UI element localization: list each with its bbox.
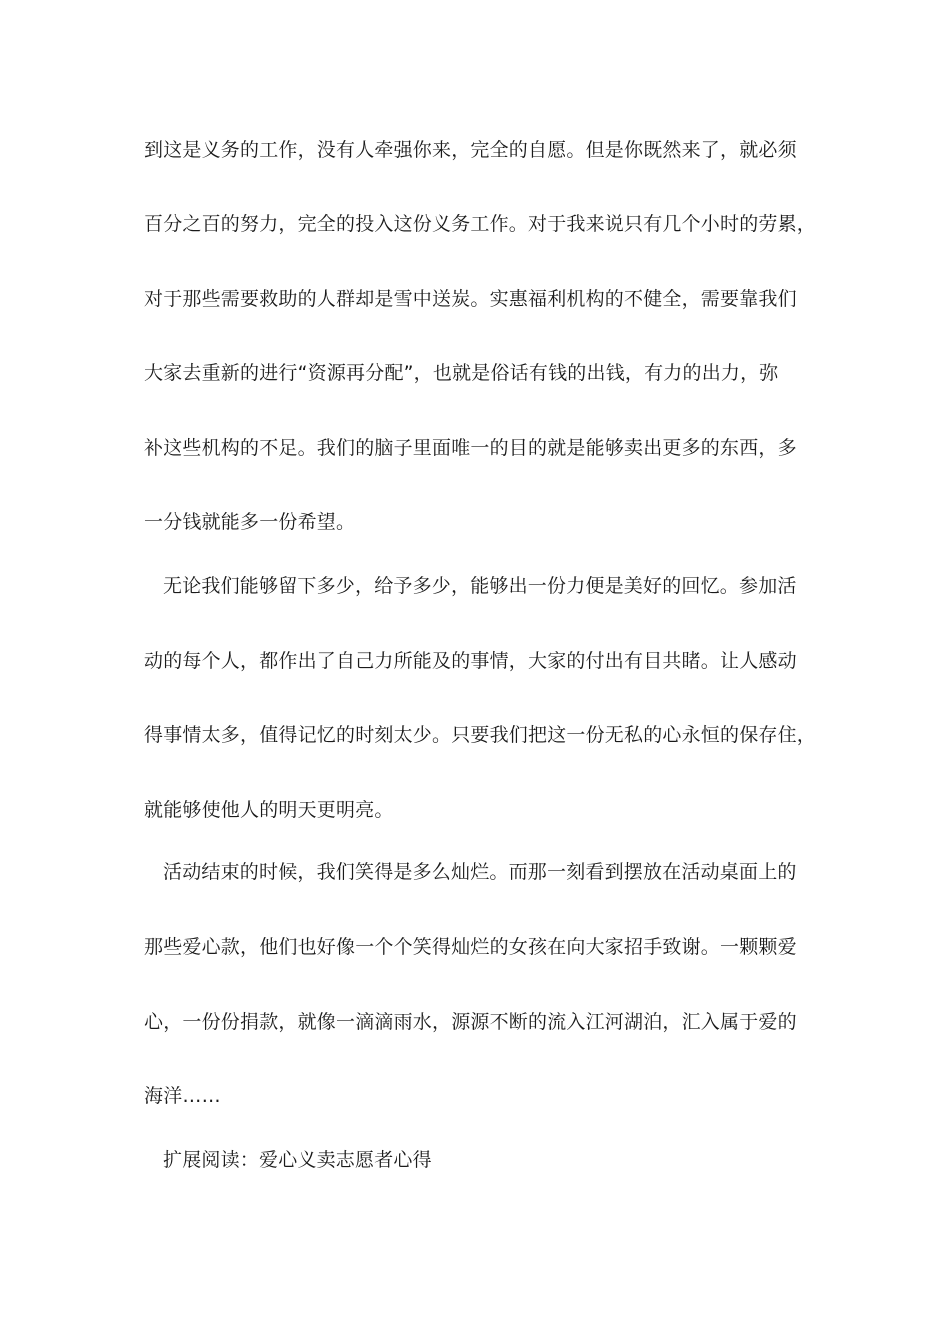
paragraph-line: 那些爱心款，他们也好像一个个笑得灿烂的女孩在向大家招手致谢。一颗颗爱 (144, 936, 797, 958)
extended-reading-heading: 扩展阅读：爱心义卖志愿者心得 (163, 1149, 432, 1171)
paragraph-line: 心，一份份捐款，就像一滴滴雨水，源源不断的流入江河湖泊，汇入属于爱的 (144, 1011, 797, 1033)
paragraph-line: 百分之百的努力，完全的投入这份义务工作。对于我来说只有几个小时的劳累， (144, 213, 817, 235)
paragraph-line: 活动结束的时候，我们笑得是多么灿烂。而那一刻看到摆放在活动桌面上的 (163, 861, 797, 883)
paragraph-line: 得事情太多，值得记忆的时刻太少。只要我们把这一份无私的心永恒的保存住， (144, 724, 817, 746)
paragraph-line: 大家去重新的进行“资源再分配”，也就是俗话有钱的出钱，有力的出力，弥 (144, 362, 779, 384)
paragraph-line: 海洋…… (144, 1085, 221, 1107)
paragraph-line: 无论我们能够留下多少，给予多少，能够出一份力便是美好的回忆。参加活 (163, 575, 797, 597)
paragraph-line: 就能够使他人的明天更明亮。 (144, 799, 394, 821)
paragraph-line: 一分钱就能多一份希望。 (144, 511, 356, 533)
paragraph-line: 动的每个人，都作出了自己力所能及的事情，大家的付出有目共睹。让人感动 (144, 650, 797, 672)
paragraph-line: 对于那些需要救助的人群却是雪中送炭。实惠福利机构的不健全，需要靠我们 (144, 288, 797, 310)
paragraph-line: 到这是义务的工作，没有人牵强你来，完全的自愿。但是你既然来了，就必须 (144, 139, 797, 161)
paragraph-line: 补这些机构的不足。我们的脑子里面唯一的目的就是能够卖出更多的东西，多 (144, 437, 797, 459)
